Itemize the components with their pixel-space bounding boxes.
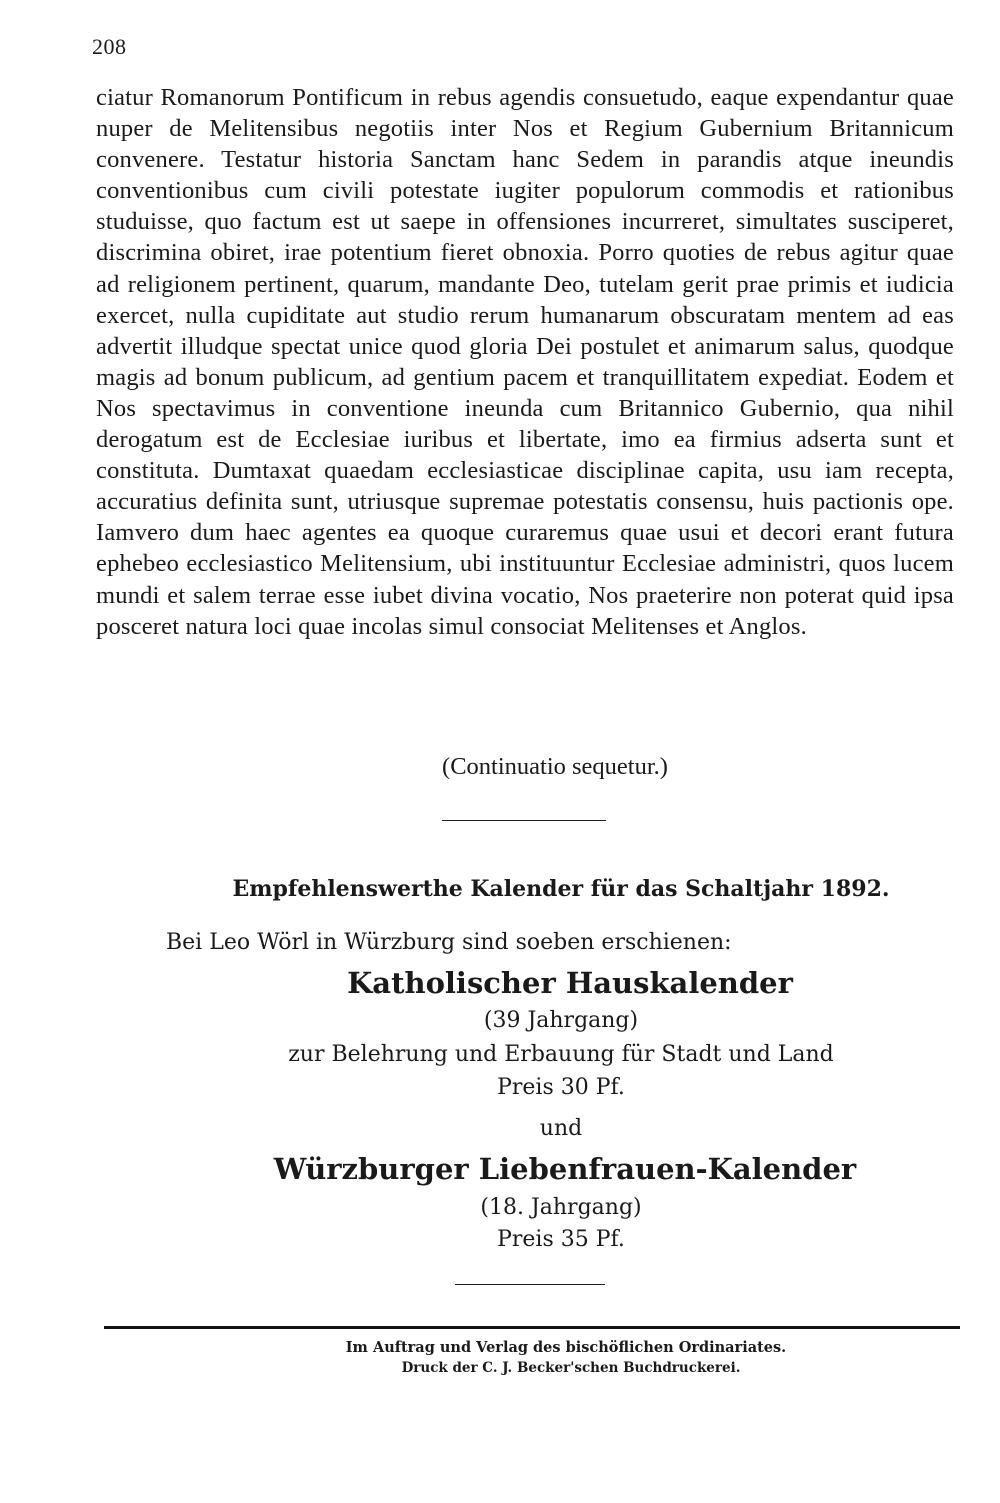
body-paragraph: ciatur Romanorum Pontificum in rebus agendis consuetudo, eaque expendantur quae nuper de Melitensibus negotiis inter Nos et Regium Gubernium Britannicum convenere. Testatur historia Sanctam hanc Sedem in parandis atque ineundis conventionibus cum civili potestate iugiter populorum commodis et rationibus studuisse, quo factum est ut saepe in offensiones incurreret, simultates susciperet, discrimina obiret, irae potentium fieret obnoxia. Porro quoties de rebus agitur quae ad religionem pertinent, quarum, mandante Deo, tutelam gerit prae primis et iudicia exercet, nulla cupiditate aut studio rerum humanarum obscuratam mentem ad eas advertit illudque spectat unice quod gloria Dei postulet et animarum salus, quodque magis ad bonum publicum, ad gentium pacem et tranquillitatem expediat. Eodem et Nos spectavimus in conventione ineunda cum Britannico Gubernio, qua nihil derogatum est de Ecclesiae iuribus et libertate, imo ea firmius adserta sunt et constituta. Dumtaxat quaedam ecclesiasticae disciplinae capita, usu iam recepta, accuratius definita sunt, utriusque supremae potestatis consensu, huis pactionis ope. Iamvero dum haec agentes ea quoque curaremus quae usui et decori erant futura ephebeo ecclesiastico Melitensium, ubi instituuntur Ecclesiae administri, quos lucem mundi et salem terrae esse iubet divina vocatio, Nos praeterire non poterat quid ipsa posceret natura loci quae incolas simul consociat Melitenses et Anglos. (96, 84, 954, 640)
calendar-1-price: Preis 30 Pf. (497, 1075, 625, 1100)
calendar-1-year: (39 Jahrgang) (483, 1008, 639, 1033)
calendar-1-title: Katholischer Hauskalender (347, 966, 793, 1000)
advertisement-heading: Empfehlenswerthe Kalender für das Schaltjahr 1892. (232, 876, 890, 902)
advertisement-intro: Bei Leo Wörl in Würzburg sind soeben erschienen: (166, 930, 732, 955)
advertisement-divider (455, 1284, 605, 1285)
footer-rule (104, 1326, 960, 1329)
continuation-note: (Continuatio sequetur.) (442, 753, 668, 780)
section-divider (442, 820, 606, 821)
advertisement-connector: und (539, 1116, 583, 1141)
calendar-2-year: (18. Jahrgang) (480, 1195, 642, 1220)
imprint-printer: Druck der C. J. Becker'schen Buchdruckerei. (401, 1360, 741, 1376)
calendar-2-title: Würzburger Liebenfrauen-Kalender (273, 1152, 857, 1186)
imprint-publisher: Im Auftrag und Verlag des bischöflichen Ordinariates. (345, 1339, 787, 1356)
calendar-2-price: Preis 35 Pf. (497, 1227, 625, 1252)
calendar-1-purpose: zur Belehrung und Erbauung für Stadt und Land (288, 1042, 834, 1067)
page-number: 208 (92, 34, 127, 59)
